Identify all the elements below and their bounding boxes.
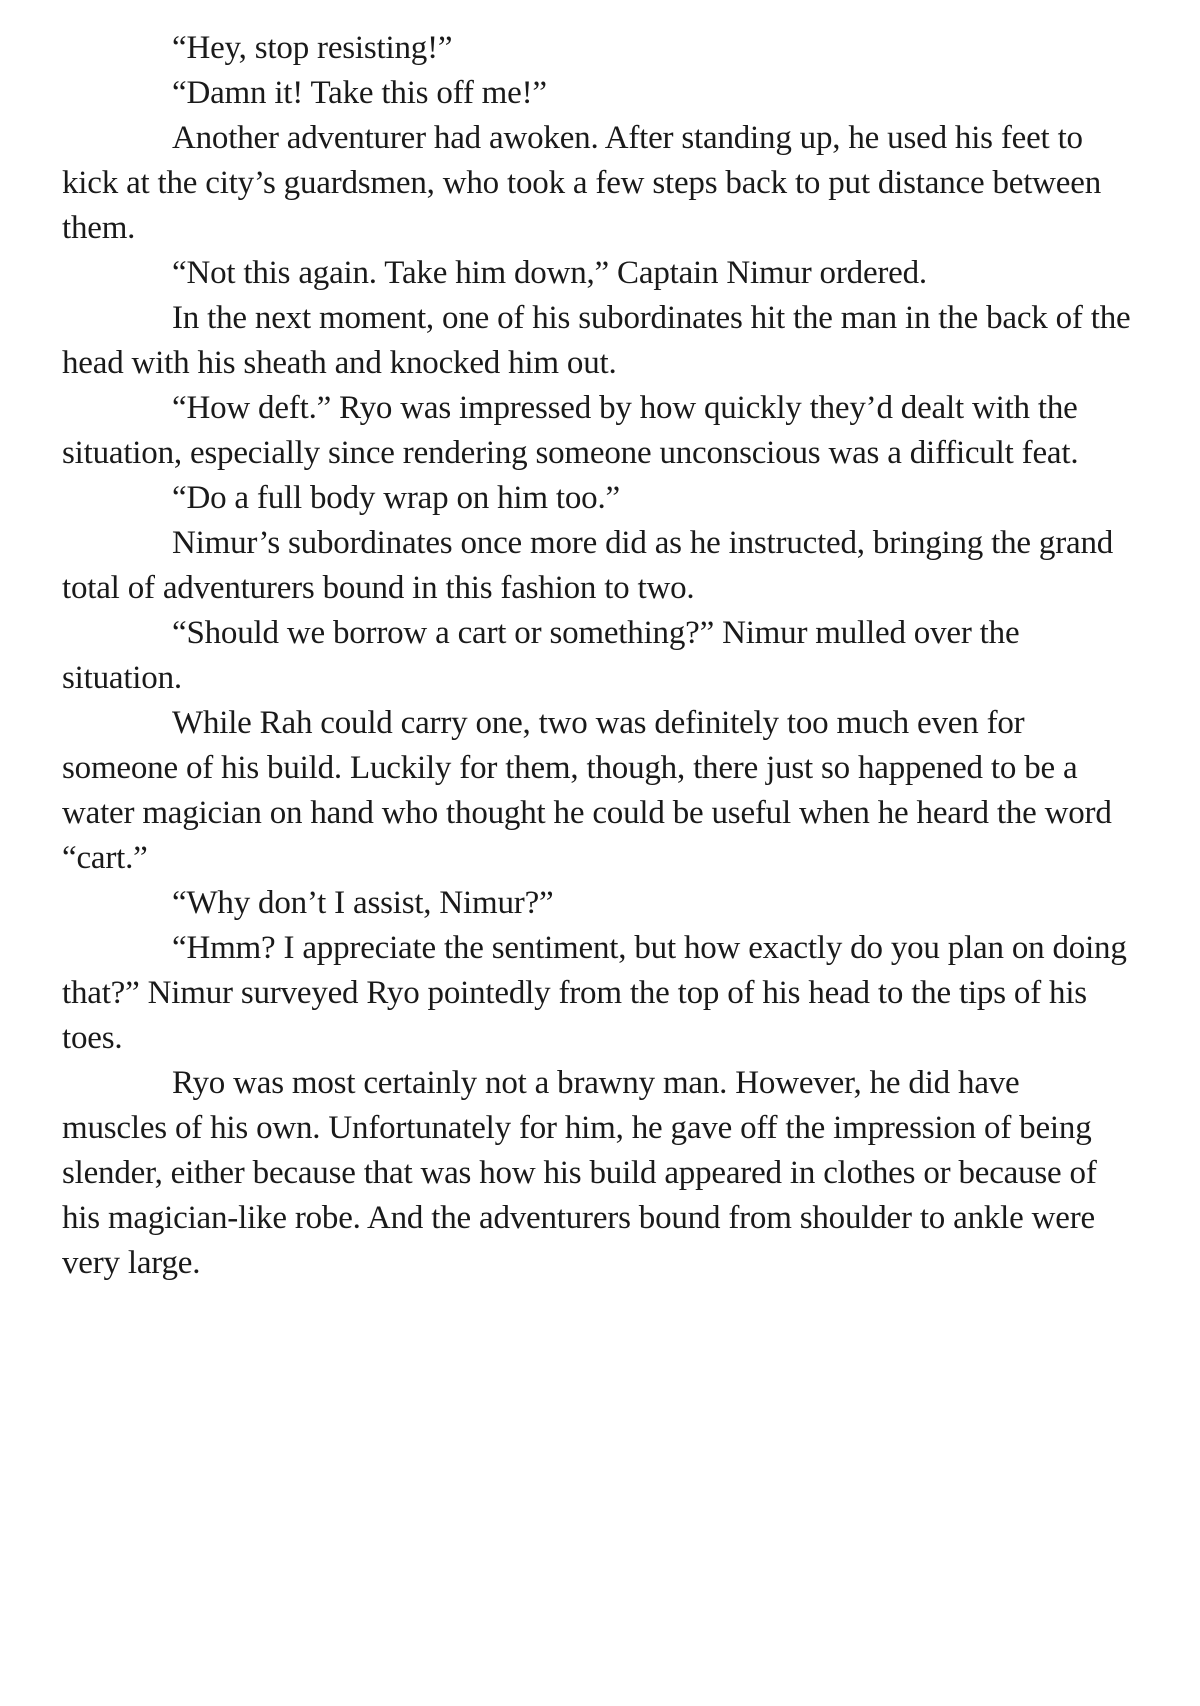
paragraph: “Hey, stop resisting!” [172, 30, 453, 66]
paragraph: “Damn it! Take this off me!” [172, 75, 547, 111]
paragraph: “Not this again. Take him down,” Captain Nimur ordered. [172, 255, 927, 291]
paragraph: “Hmm? I appreciate the sentiment, but how exactly do you plan on doing that?” Nimur surveyed Ryo pointedly from the top of his head to the tips of his toes. [62, 930, 1127, 1056]
paragraph: “Should we borrow a cart or something?” Nimur mulled over the situation. [62, 615, 1020, 696]
paragraph: In the next moment, one of his subordinates hit the man in the back of the head with his sheath and knocked him out. [62, 300, 1131, 381]
paragraph: “How deft.” Ryo was impressed by how quickly they’d dealt with the situation, especially since rendering someone unconscious was a difficult feat. [62, 390, 1079, 471]
book-page [62, 26, 1132, 1286]
paragraph: Another adventurer had awoken. After standing up, he used his feet to kick at the city’s guardsmen, who took a few steps back to put distance between them. [62, 120, 1101, 246]
paragraph: Nimur’s subordinates once more did as he instructed, bringing the grand total of adventurers bound in this fashion to two. [62, 525, 1114, 606]
paragraph: “Do a full body wrap on him too.” [172, 480, 620, 516]
paragraph: Ryo was most certainly not a brawny man. However, he did have muscles of his own. Unfortunately for him, he gave off the impression of being slender, either because that was how his build appeared in clothes or because of his magician-like robe. And the adventurers bound from shoulder to ankle were very large. [62, 1065, 1097, 1281]
paragraph: While Rah could carry one, two was definitely too much even for someone of his build. Luckily for them, though, there just so happened to be a water magician on hand who thought he could be useful when he heard the word “cart.” [62, 705, 1112, 876]
paragraph: “Why don’t I assist, Nimur?” [172, 885, 554, 921]
